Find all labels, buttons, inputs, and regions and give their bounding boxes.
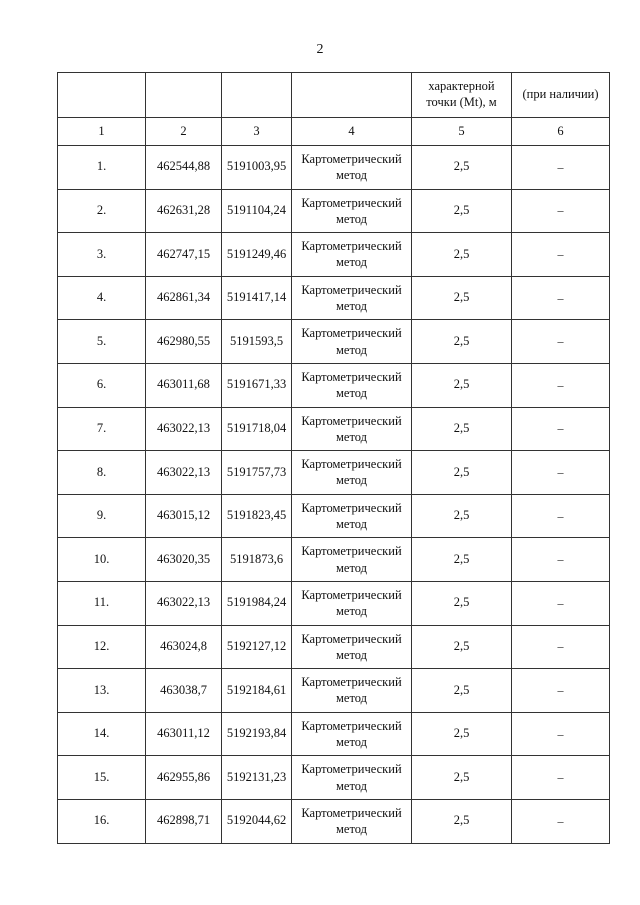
method-cell: Картометрический метод xyxy=(292,756,412,800)
accuracy-cell: 2,5 xyxy=(412,320,512,364)
x-coordinate-cell: 462631,28 xyxy=(146,189,222,233)
x-coordinate-cell: 463022,13 xyxy=(146,581,222,625)
method-cell: Картометрический метод xyxy=(292,146,412,190)
table-row xyxy=(58,538,610,582)
y-coordinate-cell: 5191671,33 xyxy=(222,363,292,407)
column-number: 5 xyxy=(412,118,512,146)
x-coordinate-cell: 463011,68 xyxy=(146,363,222,407)
table-row xyxy=(58,451,610,495)
method-cell: Картометрический метод xyxy=(292,233,412,277)
table-row xyxy=(58,494,610,538)
point-number-cell: 1. xyxy=(58,146,146,190)
table-row xyxy=(58,363,610,407)
table-row xyxy=(58,189,610,233)
accuracy-cell: 2,5 xyxy=(412,799,512,843)
coordinates-table xyxy=(57,72,610,844)
point-number-cell: 11. xyxy=(58,581,146,625)
x-coordinate-cell: 462747,15 xyxy=(146,233,222,277)
point-number-cell: 13. xyxy=(58,669,146,713)
method-cell: Картометрический метод xyxy=(292,669,412,713)
accuracy-cell: 2,5 xyxy=(412,189,512,233)
note-cell: – xyxy=(512,625,610,669)
column-number-row xyxy=(58,118,610,146)
point-number-cell: 10. xyxy=(58,538,146,582)
table-row xyxy=(58,146,610,190)
y-coordinate-cell: 5191593,5 xyxy=(222,320,292,364)
y-coordinate-cell: 5191104,24 xyxy=(222,189,292,233)
note-cell: – xyxy=(512,276,610,320)
y-coordinate-cell: 5191003,95 xyxy=(222,146,292,190)
y-coordinate-cell: 5192044,62 xyxy=(222,799,292,843)
accuracy-cell: 2,5 xyxy=(412,363,512,407)
accuracy-cell: 2,5 xyxy=(412,233,512,277)
point-number-cell: 5. xyxy=(58,320,146,364)
table-row xyxy=(58,407,610,451)
header-cell-2 xyxy=(146,73,222,118)
point-number-cell: 7. xyxy=(58,407,146,451)
note-cell: – xyxy=(512,146,610,190)
table-row xyxy=(58,799,610,843)
table-row xyxy=(58,756,610,800)
table-row xyxy=(58,712,610,756)
point-number-cell: 3. xyxy=(58,233,146,277)
table-row xyxy=(58,276,610,320)
x-coordinate-cell: 462980,55 xyxy=(146,320,222,364)
point-number-cell: 9. xyxy=(58,494,146,538)
accuracy-cell: 2,5 xyxy=(412,276,512,320)
y-coordinate-cell: 5191984,24 xyxy=(222,581,292,625)
note-cell: – xyxy=(512,189,610,233)
table-row xyxy=(58,233,610,277)
method-cell: Картометрический метод xyxy=(292,276,412,320)
point-number-cell: 6. xyxy=(58,363,146,407)
y-coordinate-cell: 5191718,04 xyxy=(222,407,292,451)
accuracy-cell: 2,5 xyxy=(412,494,512,538)
accuracy-cell: 2,5 xyxy=(412,625,512,669)
table-row xyxy=(58,320,610,364)
note-cell: – xyxy=(512,712,610,756)
x-coordinate-cell: 463011,12 xyxy=(146,712,222,756)
y-coordinate-cell: 5191249,46 xyxy=(222,233,292,277)
accuracy-cell: 2,5 xyxy=(412,146,512,190)
point-number-cell: 8. xyxy=(58,451,146,495)
header-cell-6: (при наличии) xyxy=(512,73,610,118)
note-cell: – xyxy=(512,320,610,364)
accuracy-cell: 2,5 xyxy=(412,451,512,495)
method-cell: Картометрический метод xyxy=(292,320,412,364)
accuracy-cell: 2,5 xyxy=(412,538,512,582)
method-cell: Картометрический метод xyxy=(292,407,412,451)
accuracy-cell: 2,5 xyxy=(412,669,512,713)
note-cell: – xyxy=(512,669,610,713)
x-coordinate-cell: 462544,88 xyxy=(146,146,222,190)
y-coordinate-cell: 5192193,84 xyxy=(222,712,292,756)
point-number-cell: 2. xyxy=(58,189,146,233)
y-coordinate-cell: 5192131,23 xyxy=(222,756,292,800)
table-row xyxy=(58,581,610,625)
note-cell: – xyxy=(512,407,610,451)
x-coordinate-cell: 462861,34 xyxy=(146,276,222,320)
note-cell: – xyxy=(512,756,610,800)
method-cell: Картометрический метод xyxy=(292,625,412,669)
method-cell: Картометрический метод xyxy=(292,538,412,582)
y-coordinate-cell: 5192127,12 xyxy=(222,625,292,669)
y-coordinate-cell: 5191417,14 xyxy=(222,276,292,320)
column-number: 3 xyxy=(222,118,292,146)
accuracy-cell: 2,5 xyxy=(412,712,512,756)
x-coordinate-cell: 463038,7 xyxy=(146,669,222,713)
header-cell-1 xyxy=(58,73,146,118)
y-coordinate-cell: 5191873,6 xyxy=(222,538,292,582)
table-row xyxy=(58,625,610,669)
point-number-cell: 16. xyxy=(58,799,146,843)
accuracy-cell: 2,5 xyxy=(412,407,512,451)
x-coordinate-cell: 463022,13 xyxy=(146,407,222,451)
point-number-cell: 4. xyxy=(58,276,146,320)
method-cell: Картометрический метод xyxy=(292,189,412,233)
method-cell: Картометрический метод xyxy=(292,581,412,625)
accuracy-cell: 2,5 xyxy=(412,756,512,800)
x-coordinate-cell: 463020,35 xyxy=(146,538,222,582)
note-cell: – xyxy=(512,363,610,407)
table-row xyxy=(58,669,610,713)
y-coordinate-cell: 5191823,45 xyxy=(222,494,292,538)
method-cell: Картометрический метод xyxy=(292,799,412,843)
method-cell: Картометрический метод xyxy=(292,712,412,756)
header-cell-5: характерной точки (Mt), м xyxy=(412,73,512,118)
point-number-cell: 14. xyxy=(58,712,146,756)
x-coordinate-cell: 463024,8 xyxy=(146,625,222,669)
note-cell: – xyxy=(512,494,610,538)
y-coordinate-cell: 5192184,61 xyxy=(222,669,292,713)
point-number-cell: 12. xyxy=(58,625,146,669)
note-cell: – xyxy=(512,233,610,277)
point-number-cell: 15. xyxy=(58,756,146,800)
note-cell: – xyxy=(512,538,610,582)
column-number: 4 xyxy=(292,118,412,146)
column-number: 6 xyxy=(512,118,610,146)
column-number: 1 xyxy=(58,118,146,146)
y-coordinate-cell: 5191757,73 xyxy=(222,451,292,495)
note-cell: – xyxy=(512,451,610,495)
note-cell: – xyxy=(512,799,610,843)
header-cell-4 xyxy=(292,73,412,118)
x-coordinate-cell: 463022,13 xyxy=(146,451,222,495)
method-cell: Картометрический метод xyxy=(292,494,412,538)
note-cell: – xyxy=(512,581,610,625)
header-cell-3 xyxy=(222,73,292,118)
x-coordinate-cell: 463015,12 xyxy=(146,494,222,538)
method-cell: Картометрический метод xyxy=(292,363,412,407)
header-row xyxy=(58,73,610,118)
column-number: 2 xyxy=(146,118,222,146)
accuracy-cell: 2,5 xyxy=(412,581,512,625)
method-cell: Картометрический метод xyxy=(292,451,412,495)
x-coordinate-cell: 462955,86 xyxy=(146,756,222,800)
x-coordinate-cell: 462898,71 xyxy=(146,799,222,843)
page-number: 2 xyxy=(316,42,324,57)
